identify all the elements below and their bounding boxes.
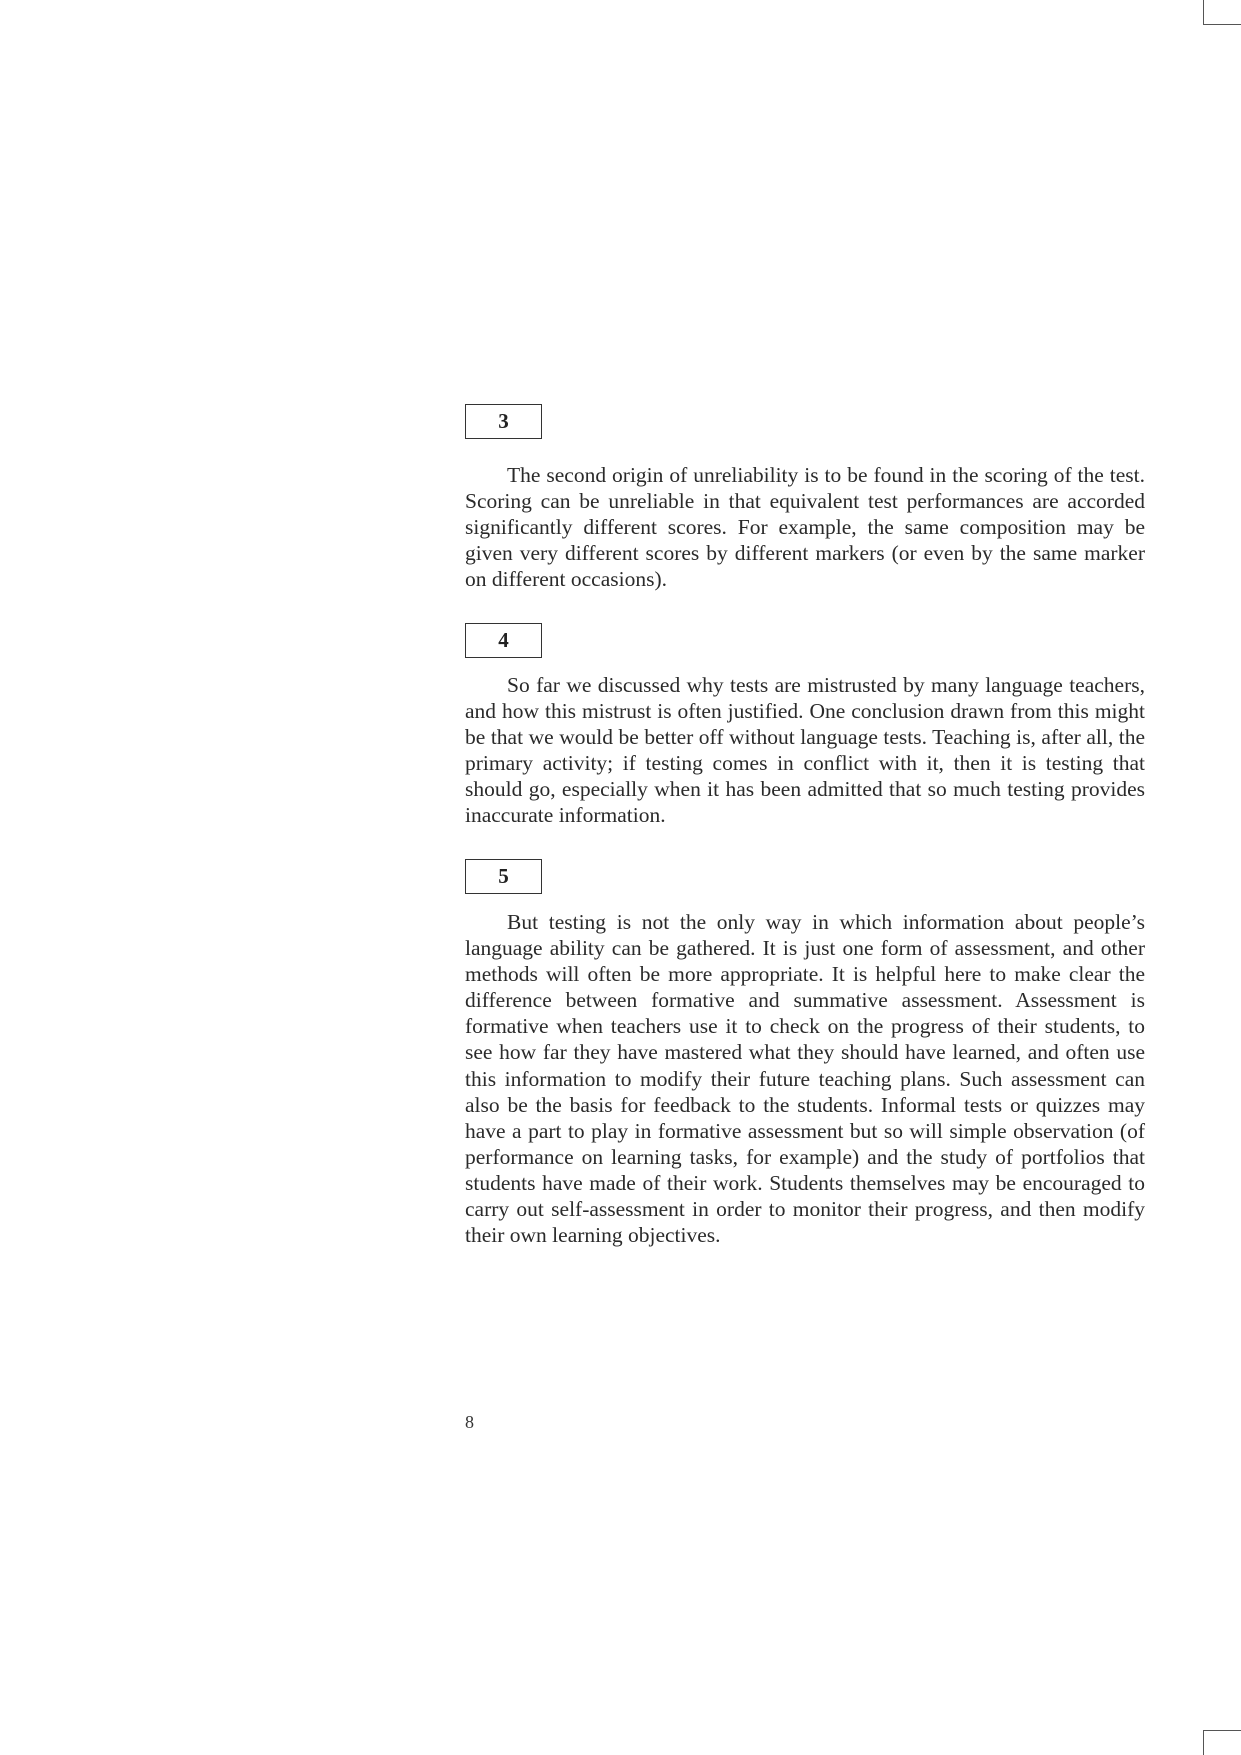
- section-number-box: 3: [465, 404, 542, 439]
- section-paragraph: But testing is not the only way in which information about people’s language ability can be gathered. It is just one form of assessment, and other methods will often be more appropriate. It is helpful here to make clear the difference between formative and summative assessment. Assessment is formative when teachers use it to check on the progress of their students, to see how far they have mastered what they should have learned, and often use this information to modify their future teaching plans. Such assessment can also be the basis for feedback to the students. Informal tests or quizzes may have a part to play in formative assessment but so will simple observation (of performance on learning tasks, for example) and the study of portfolios that students have made of their work. Students themselves may be encouraged to carry out self-assessment in order to monitor their progress, and then modify their own learning objectives.: [465, 910, 1145, 1248]
- crop-mark-top-vertical: [1203, 0, 1204, 24]
- section-paragraph: The second origin of unreliability is to be found in the scoring of the test. Scoring can be unreliable in that equivalent test performances are accorded significantly different scores. For example, the same composition may be given very different scores by different markers (or even by the same marker on different occasions).: [465, 463, 1145, 592]
- section-number-box: 5: [465, 859, 542, 894]
- page-number: 8: [465, 1412, 474, 1432]
- section-paragraph: So far we discussed why tests are mistrusted by many language teachers, and how this mistrust is often justified. One conclusion drawn from this might be that we would be better off without language tests. Teaching is, after all, the primary activity; if testing comes in conflict with it, then it is testing that should go, especially when it has been admitted that so much testing provides inaccurate information.: [465, 673, 1145, 828]
- crop-mark-top-horizontal: [1203, 24, 1241, 25]
- crop-mark-bottom-vertical: [1203, 1730, 1204, 1755]
- section-number-box: 4: [465, 623, 542, 658]
- crop-mark-bottom-horizontal: [1203, 1730, 1241, 1731]
